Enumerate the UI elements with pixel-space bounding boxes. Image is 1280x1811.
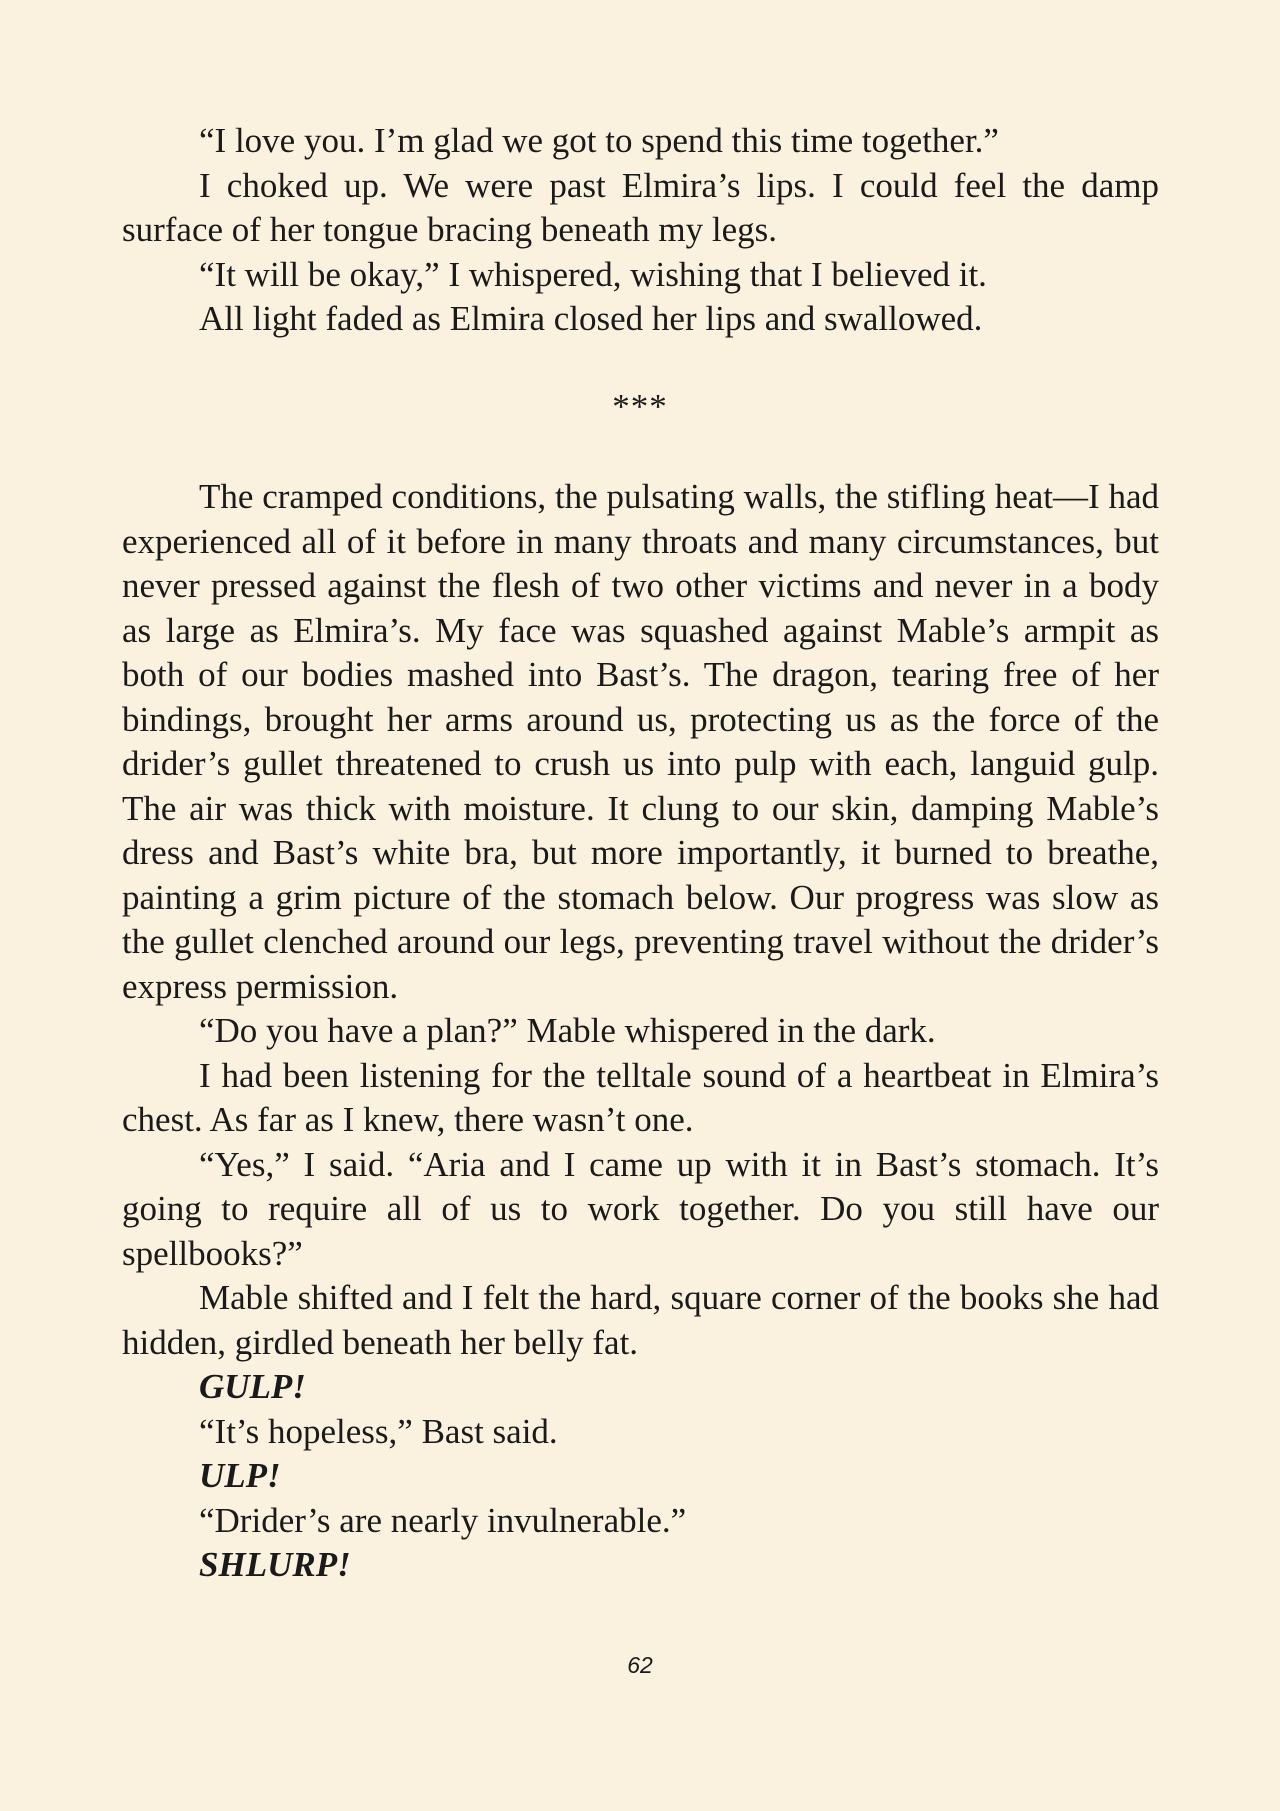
text-block-top — [122, 119, 1159, 342]
paragraph: “I love you. I’m glad we got to spend this time together.” — [199, 121, 999, 160]
paragraph: “Do you have a plan?” Mable whispered in the dark. — [199, 1011, 936, 1050]
paragraph: “It’s hopeless,” Bast said. — [199, 1411, 558, 1451]
text-block-bottom — [122, 475, 1159, 1588]
paragraph: I choked up. We were past Elmira’s lips. I could feel the damp surface of her tongue bracing beneath my legs. — [122, 165, 1159, 249]
paragraph: All light faded as Elmira closed her lips and swallowed. — [199, 299, 983, 338]
paragraph: “It will be okay,” I whispered, wishing that I believed it. — [199, 254, 987, 294]
sound-effect: SHLURP! — [199, 1545, 351, 1584]
sound-effect: ULP! — [199, 1456, 281, 1495]
page-number: 62 — [627, 1652, 653, 1678]
scene-break: *** — [612, 387, 668, 426]
paragraph: Mable shifted and I felt the hard, square corner of the books she had hidden, girdled beneath her belly fat. — [122, 1278, 1159, 1362]
paragraph: I had been listening for the telltale sound of a heartbeat in Elmira’s chest. As far as I knew, there wasn’t one. — [122, 1055, 1159, 1139]
paragraph: The cramped conditions, the pulsating walls, the stifling heat—I had experienced all of it before in many throats and many circumstances, but never pressed against the flesh of two other victims and never in a body as large as Elmira’s. My face was squashed against Mable’s armpit as both of our bodies mashed into Bast’s. The dragon, tearing free of her bindings, brought her arms around us, protecting us as the force of the drider’s gullet threatened to crush us into pulp with each, languid gulp. The air was thick with moisture. It clung to our skin, damping Mable’s dress and Bast’s white bra, but more importantly, it burned to breathe, painting a grim picture of the stomach below. Our progress was slow as the gullet clenched around our legs, preventing travel without the drider’s express permission. — [122, 477, 1159, 1006]
paragraph: “Yes,” I said. “Aria and I came up with it in Bast’s stomach. It’s going to require all of us to work together. Do you still have our spellbooks?” — [122, 1144, 1159, 1273]
sound-effect: GULP! — [199, 1367, 306, 1406]
paragraph: “Drider’s are nearly invulnerable.” — [199, 1500, 687, 1540]
